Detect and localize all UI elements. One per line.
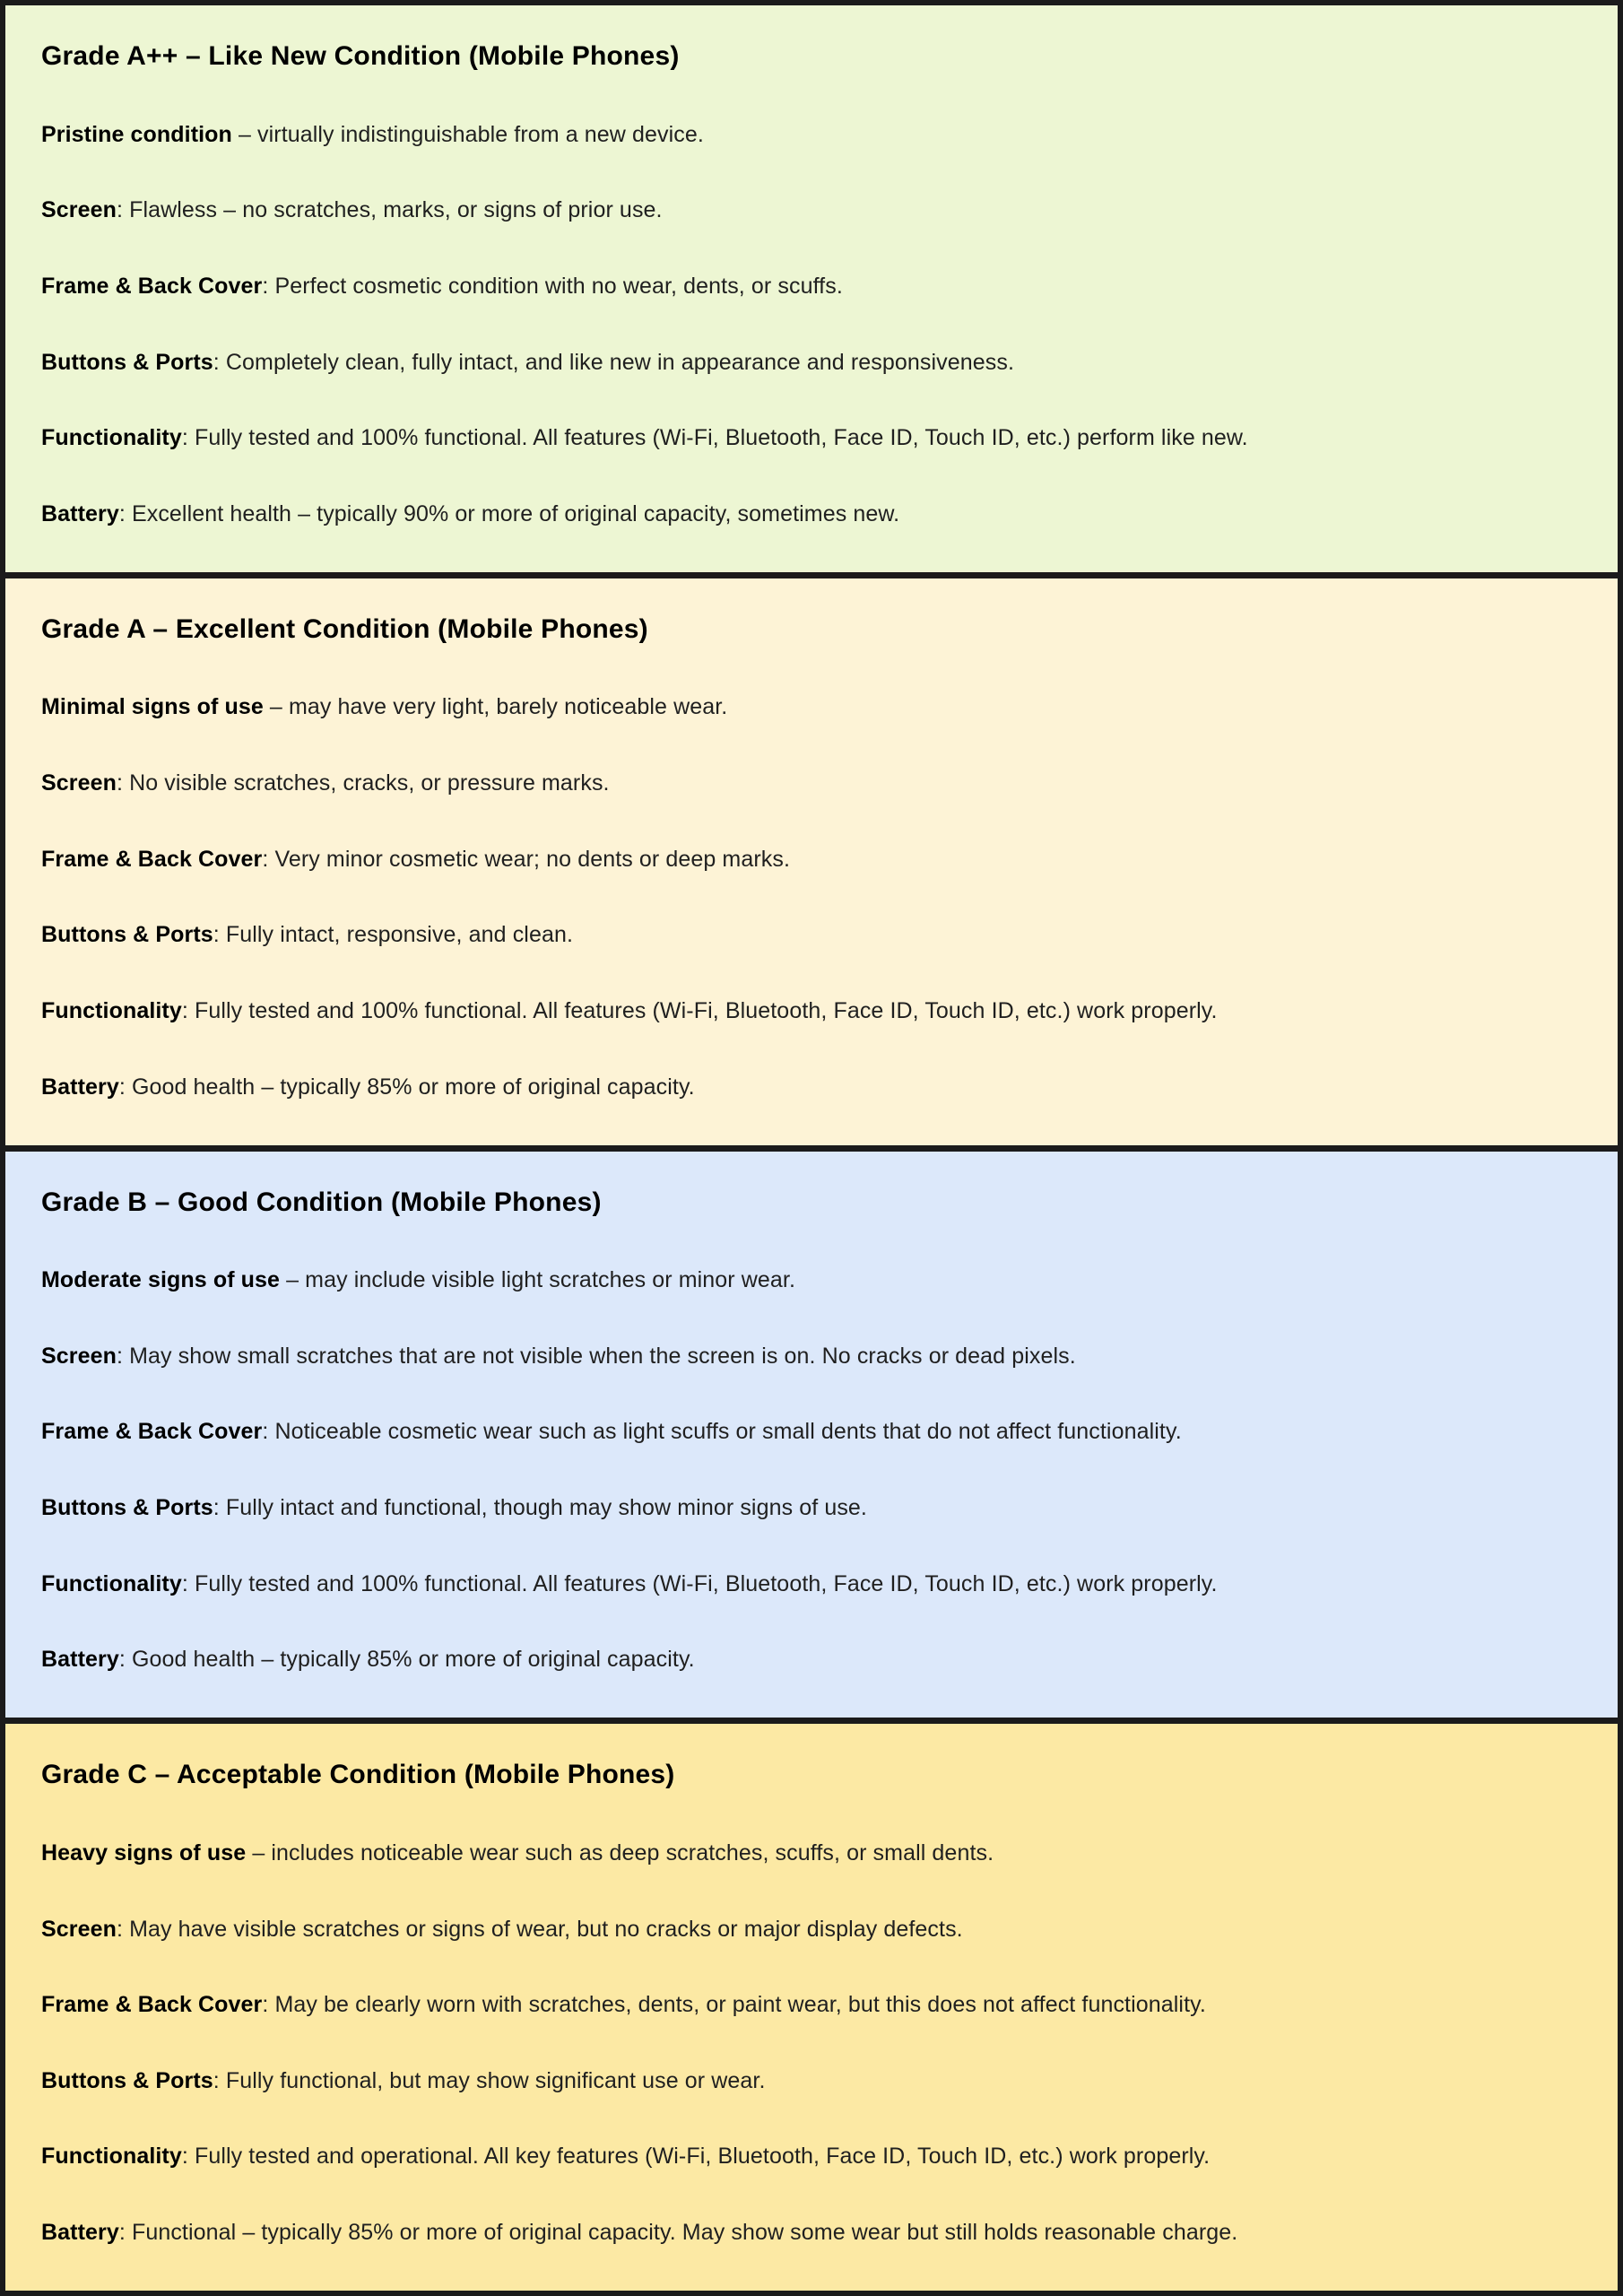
frame-back-cover-text: : Very minor cosmetic wear; no dents or deep marks.	[262, 846, 791, 872]
buttons-ports-text: : Completely clean, fully intact, and like new in appearance and responsiveness.	[213, 349, 1015, 375]
condition-summary-row	[41, 1267, 1580, 1293]
screen-row	[41, 770, 1580, 796]
screen-row	[41, 197, 1580, 223]
buttons-ports-text: : Fully intact and functional, though may show minor signs of use.	[213, 1495, 867, 1520]
functionality-label: Functionality	[41, 425, 182, 451]
buttons-ports-row	[41, 2068, 1580, 2094]
battery-label: Battery	[41, 1074, 119, 1100]
frame-back-cover-label: Frame & Back Cover	[41, 846, 263, 872]
condition-summary-row	[41, 122, 1580, 148]
condition-summary-term: Heavy signs of use	[41, 1839, 247, 1866]
battery-text: : Good health – typically 85% or more of original capacity.	[118, 1647, 695, 1673]
buttons-ports-row	[41, 1495, 1580, 1521]
functionality-label: Functionality	[41, 1570, 182, 1596]
functionality-row	[41, 425, 1580, 451]
frame-back-cover-row	[41, 847, 1580, 873]
screen-label: Screen	[41, 770, 117, 796]
battery-text: : Excellent health – typically 90% or more of original capacity, sometimes new.	[118, 500, 900, 526]
functionality-text: : Fully tested and operational. All key features (Wi-Fi, Bluetooth, Face ID, Touch ID, etc.) work properly.	[181, 2144, 1211, 2170]
screen-text: : Flawless – no scratches, marks, or signs of prior use.	[117, 197, 663, 223]
functionality-text: : Fully tested and 100% functional. All features (Wi-Fi, Bluetooth, Face ID, Touch ID, etc.) work properly.	[181, 1570, 1218, 1596]
battery-text: : Good health – typically 85% or more of original capacity.	[118, 1074, 695, 1100]
grade-a-plus-plus-title: Grade A++ – Like New Condition (Mobile Phones)	[41, 41, 680, 71]
battery-text: : Functional – typically 85% or more of original capacity. May show some wear but still holds reasonable charge.	[118, 2220, 1238, 2245]
functionality-label: Functionality	[41, 2144, 182, 2170]
screen-text: : No visible scratches, cracks, or pressure marks.	[117, 770, 610, 796]
battery-label: Battery	[41, 500, 119, 526]
buttons-ports-label: Buttons & Ports	[41, 922, 213, 948]
frame-back-cover-text: : Noticeable cosmetic wear such as light scuffs or small dents that do not affect functionality.	[262, 1419, 1182, 1445]
screen-row	[41, 1344, 1580, 1370]
grade-a-title: Grade A – Excellent Condition (Mobile Phones)	[41, 613, 648, 644]
grade-b-title: Grade B – Good Condition (Mobile Phones)	[41, 1187, 602, 1217]
frame-back-cover-label: Frame & Back Cover	[41, 1992, 263, 2018]
condition-summary-text: – includes noticeable wear such as deep scratches, scuffs, or small dents.	[246, 1839, 994, 1866]
functionality-text: : Fully tested and 100% functional. All features (Wi-Fi, Bluetooth, Face ID, Touch ID, etc.) perform like new.	[181, 425, 1248, 451]
frame-back-cover-row	[41, 1992, 1580, 2018]
grade-a-section	[5, 578, 1618, 1145]
grade-b-section	[5, 1152, 1618, 1718]
condition-summary-row	[41, 1840, 1580, 1866]
battery-label: Battery	[41, 1647, 119, 1673]
grade-c-title: Grade C – Acceptable Condition (Mobile Phones)	[41, 1760, 675, 1790]
screen-text: : May show small scratches that are not visible when the screen is on. No cracks or dead pixels.	[117, 1343, 1076, 1369]
buttons-ports-label: Buttons & Ports	[41, 1495, 213, 1520]
condition-summary-term: Moderate signs of use	[41, 1267, 281, 1293]
functionality-text: : Fully tested and 100% functional. All features (Wi-Fi, Bluetooth, Face ID, Touch ID, etc.) work properly.	[181, 997, 1218, 1023]
battery-label: Battery	[41, 2220, 119, 2245]
buttons-ports-text: : Fully intact, responsive, and clean.	[213, 922, 574, 948]
functionality-row	[41, 2144, 1580, 2170]
functionality-row	[41, 998, 1580, 1024]
functionality-label: Functionality	[41, 997, 182, 1023]
condition-summary-term: Pristine condition	[41, 121, 232, 147]
functionality-row	[41, 1571, 1580, 1597]
battery-row	[41, 1647, 1580, 1673]
buttons-ports-text: : Fully functional, but may show significant use or wear.	[213, 2067, 766, 2093]
buttons-ports-row	[41, 922, 1580, 948]
condition-summary-row	[41, 694, 1580, 720]
grade-a-plus-plus-section	[5, 5, 1618, 572]
battery-row	[41, 2220, 1580, 2246]
frame-back-cover-label: Frame & Back Cover	[41, 1419, 263, 1445]
condition-summary-term: Minimal signs of use	[41, 694, 264, 720]
condition-summary-text: – may include visible light scratches or minor wear.	[280, 1267, 796, 1293]
grade-c-section	[5, 1724, 1618, 2291]
buttons-ports-label: Buttons & Ports	[41, 349, 213, 375]
condition-summary-text: – virtually indistinguishable from a new device.	[231, 121, 704, 147]
frame-back-cover-text: : May be clearly worn with scratches, dents, or paint wear, but this does not affect functionality.	[262, 1992, 1206, 2018]
battery-row	[41, 1074, 1580, 1100]
battery-row	[41, 501, 1580, 527]
frame-back-cover-label: Frame & Back Cover	[41, 273, 263, 299]
frame-back-cover-row	[41, 1419, 1580, 1445]
condition-summary-text: – may have very light, barely noticeable wear.	[263, 694, 728, 720]
frame-back-cover-row	[41, 274, 1580, 300]
screen-label: Screen	[41, 1916, 117, 1942]
buttons-ports-label: Buttons & Ports	[41, 2067, 213, 2093]
frame-back-cover-text: : Perfect cosmetic condition with no wear, dents, or scuffs.	[262, 273, 843, 299]
screen-label: Screen	[41, 1343, 117, 1369]
screen-label: Screen	[41, 197, 117, 223]
buttons-ports-row	[41, 350, 1580, 376]
screen-text: : May have visible scratches or signs of wear, but no cracks or major display defects.	[117, 1916, 963, 1942]
screen-row	[41, 1917, 1580, 1943]
